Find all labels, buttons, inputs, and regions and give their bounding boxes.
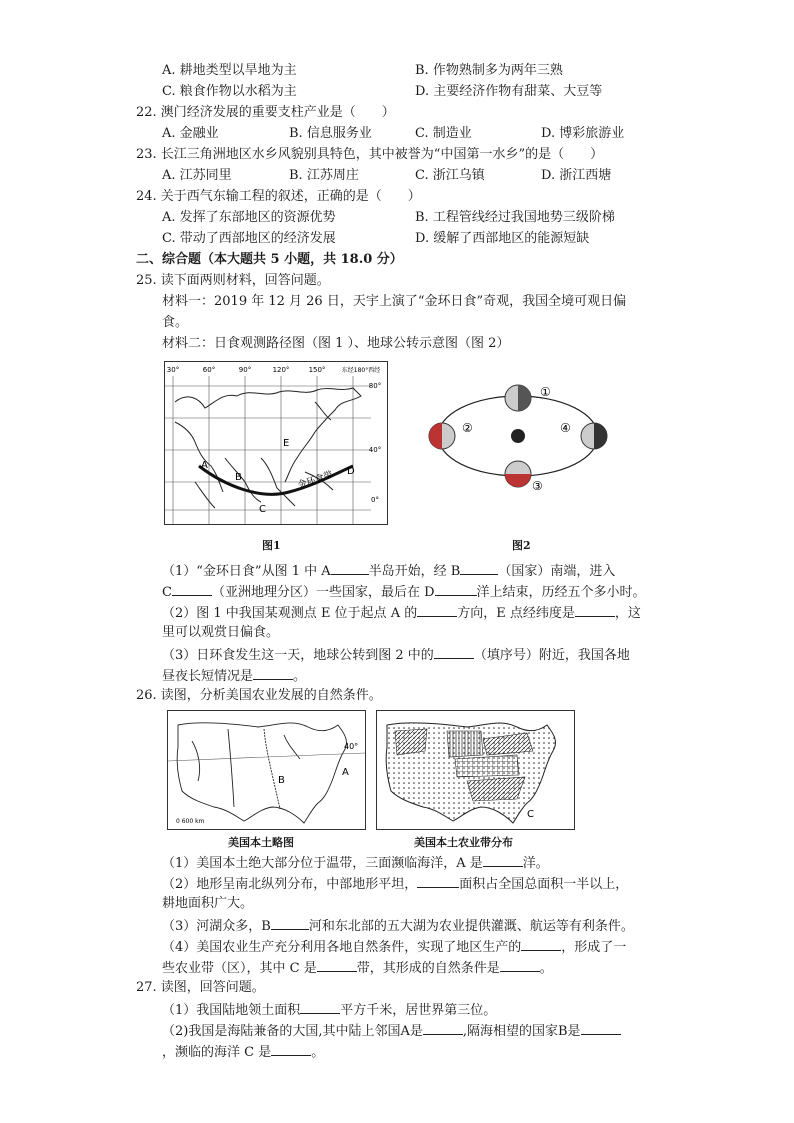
q26-sub4-text-c: 些农业带（区），其中 C 是 (162, 961, 317, 976)
q22-option-a: A. 金融业 (162, 126, 219, 141)
q25-sub2-text-b: 方向，E 点经纬度是 (457, 606, 575, 621)
earth-1-shade (518, 385, 531, 411)
q23-option-d: D. 浙江西塘 (541, 168, 612, 183)
us-lat-40-label: 40° (344, 742, 359, 751)
q25-sub2-text-a: （2）图 1 中我国某观测点 E 位于起点 A 的 (162, 606, 418, 621)
map-grid (165, 376, 371, 524)
q25-sub2-line-1 (162, 602, 641, 622)
cotton-belt (467, 777, 525, 801)
q25-blank-direction[interactable] (417, 602, 457, 617)
q26-sub4-text-d: 带，其形成的自然条件是 (356, 961, 500, 976)
q26-blank-landform[interactable] (417, 873, 459, 888)
q22-option-d: D. 博彩旅游业 (541, 126, 625, 141)
prev-option-c: C. 粮食作物以水稻为主 (162, 84, 297, 99)
us-scale-label: 0 600 km (176, 818, 205, 825)
q24-option-b: B. 工程管线经过我国地势三级阶梯 (415, 210, 615, 225)
point-d-label: D (347, 466, 355, 477)
lat-80-label: 80° (368, 382, 382, 390)
lon-30-label: 30° (166, 366, 180, 374)
q27-sub2-text-d: 。 (311, 1045, 325, 1060)
q25-sub3-text-d: 。 (293, 669, 307, 684)
q22-option-b: B. 信息服务业 (289, 126, 372, 141)
q25-sub1-text-d: C (162, 585, 172, 600)
q27-sub2-text-a: （2)我国是海陆兼备的大国,其中陆上邻国A是 (162, 1024, 423, 1039)
us-point-b-label: B (278, 775, 285, 786)
section-heading: 二、综合题（本大题共 5 小题，共 18.0 分） (136, 252, 403, 267)
lon-120-label: 120° (272, 366, 290, 374)
earth-revolution-svg (420, 374, 620, 514)
q25-material-1-line-1: 材料一：2019 年 12 月 26 日，天宇上演了“金环日食”奇观，我国全境可观日偏 (162, 294, 627, 309)
earth-4-shade (594, 423, 607, 449)
sun (511, 429, 525, 443)
q24-option-c: C. 带动了西部地区的经济发展 (162, 231, 336, 246)
earth-3-shade (505, 474, 531, 487)
q25-sub3-text-a: （3）日环食发生这一天，地球公转到图 2 中的 (162, 648, 434, 663)
position-3-label: ③ (532, 479, 543, 493)
q22-stem: 22. 澳门经济发展的重要支柱产业是（ ） (136, 105, 395, 120)
q23-option-c: C. 浙江乌镇 (415, 168, 485, 183)
q25-sub2-text-c: ，这 (614, 606, 641, 621)
q25-blank-coordinates[interactable] (575, 602, 615, 617)
q24-stem: 24. 关于西气东输工程的叙述，正确的是（ ） (136, 189, 421, 204)
q23-option-b: B. 江苏周庄 (289, 168, 359, 183)
q27-sub1 (162, 999, 496, 1019)
q25-material-2: 材料二：日食观测路径图（图 1 ）、地球公转示意图（图 2） (162, 336, 510, 351)
q26-blank-river[interactable] (271, 915, 309, 930)
us-sketch-map-caption: 美国本土略图 (228, 836, 294, 849)
prev-option-a: A. 耕地类型以旱地为主 (162, 63, 297, 78)
west-forest-area (395, 729, 427, 755)
q25-sub3-line-2 (162, 665, 306, 685)
q26-blank-belt[interactable] (317, 957, 357, 972)
point-e-label: E (283, 438, 290, 449)
figure-2-caption: 图2 (512, 539, 531, 552)
spring-wheat-belt (447, 731, 483, 757)
q24-option-a: A. 发挥了东部地区的资源优势 (162, 210, 336, 225)
q27-sub1-text-a: （1）我国陆地领土面积 (162, 1003, 301, 1018)
prev-option-b: B. 作物熟制多为两年三熟 (415, 63, 563, 78)
q26-sub3-text-a: （3）河湖众多，B (162, 919, 271, 934)
q27-sub2-line-1 (162, 1020, 621, 1040)
q26-sub4-line-2 (162, 957, 553, 977)
position-1-label: ① (540, 385, 551, 399)
q25-sub1-line-2 (162, 581, 646, 601)
us-point-a-label: A (342, 767, 349, 778)
q27-sub2-line-2 (162, 1041, 324, 1061)
q25-sub1-text-e: （亚洲地理分区）一些国家，最后在 D (211, 585, 435, 600)
q25-sub2-line-2: 里可以观赏日偏食。 (162, 625, 280, 640)
prev-option-d: D. 主要经济作物有甜菜、大豆等 (415, 84, 603, 99)
q27-sub2-text-c: ，濒临的海洋 C 是 (162, 1045, 272, 1060)
eclipse-path-map-svg (165, 362, 387, 524)
q25-sub3-line-1 (162, 644, 630, 664)
position-4-label: ④ (560, 421, 571, 435)
lon-90-label: 90° (238, 366, 252, 374)
earth-2-shade (429, 423, 442, 449)
q26-sub4-line-1 (162, 936, 626, 956)
q26-blank-specialization[interactable] (521, 936, 561, 951)
lon-60-label: 60° (202, 366, 216, 374)
us-sketch-map-svg (168, 711, 365, 829)
lat-0-label: 0° (371, 496, 379, 504)
q25-sub1-text-c: （国家）南端，进入 (498, 564, 616, 579)
q26-stem: 26. 读图，分析美国农业发展的自然条件。 (136, 688, 382, 703)
q27-blank-across-sea[interactable] (581, 1020, 621, 1035)
q26-sub1-text-b: 洋。 (522, 856, 549, 871)
q26-sub1-text-a: （1）美国本土绝大部分位于温带，三面濒临海洋，A 是 (162, 856, 483, 871)
q27-sub2-text-b: ,隔海相望的国家B是 (462, 1024, 581, 1039)
q23-option-a: A. 江苏同里 (162, 168, 232, 183)
q27-stem: 27. 读图，回答问题。 (136, 980, 265, 995)
q27-blank-area[interactable] (300, 999, 340, 1014)
q26-sub4-text-e: 。 (539, 961, 553, 976)
q26-blank-condition[interactable] (500, 957, 540, 972)
figure-1-caption: 图1 (262, 539, 281, 552)
q26-sub2-line-2: 耕地面积广大。 (162, 896, 254, 911)
q26-sub2-text-b: 面积占全国总面积一半以上， (459, 877, 629, 892)
q26-sub3-text-b: 河和东北部的五大湖为农业提供灌溉、航运等有利条件。 (308, 919, 634, 934)
us-agriculture-map-svg (377, 711, 574, 829)
point-a-label: A (201, 460, 208, 471)
q26-sub4-text-a: （4）美国农业生产充分利用各地自然条件，实现了地区生产的 (162, 940, 522, 955)
q27-blank-sea[interactable] (271, 1041, 311, 1056)
point-b-label: B (235, 472, 242, 483)
q25-sub3-text-c: 昼夜长短情况是 (162, 669, 254, 684)
us-outline (177, 723, 346, 823)
q27-sub1-text-b: 平方千米，居世界第三位。 (340, 1003, 497, 1018)
q23-stem: 23. 长江三角洲地区水乡风貌别具特色，其中被誉为“中国第一水乡”的是（ ） (136, 147, 604, 162)
q25-blank-position[interactable] (434, 644, 474, 659)
lat-40-label: 40° (368, 446, 382, 454)
q25-sub3-text-b: （填序号）附近，我国各地 (473, 648, 630, 663)
q25-material-1-line-2: 食。 (162, 315, 189, 330)
q25-blank-ocean[interactable] (435, 581, 477, 596)
q25-sub1-text-f: 洋上结束，历经五个多小时。 (476, 585, 646, 600)
earth-revolution-diagram (420, 374, 620, 514)
us-sketch-map (167, 710, 366, 830)
q26-sub2-line-1 (162, 873, 628, 893)
q25-sub1-line-1 (162, 560, 615, 580)
q26-sub4-text-b: ，形成了一 (561, 940, 627, 955)
us-agriculture-map-caption: 美国本土农业带分布 (414, 836, 513, 849)
q25-sub1-text-a: （1）“金环日食”从图 1 中 A (162, 564, 331, 579)
us-agriculture-map (376, 710, 575, 830)
eclipse-path-map (164, 361, 388, 525)
q24-option-d: D. 缓解了西部地区的能源短缺 (415, 231, 590, 246)
point-c-label: C (259, 504, 266, 515)
q26-sub2-text-a: （2）地形呈南北纵列分布，中部地形平坦， (162, 877, 418, 892)
q25-sub1-text-b: 半岛开始，经 B (368, 564, 461, 579)
lon-150-label: 150° (308, 366, 326, 374)
q25-blank-country[interactable] (460, 560, 498, 575)
position-2-label: ② (462, 421, 473, 435)
q22-option-c: C. 制造业 (415, 126, 472, 141)
agri-point-c-label: C (527, 809, 534, 820)
q26-sub3 (162, 915, 634, 935)
q25-blank-peninsula[interactable] (331, 560, 369, 575)
q26-blank-ocean[interactable] (483, 852, 523, 867)
coastlines (175, 388, 361, 508)
eclipse-path-label: 金环食带 (296, 470, 335, 491)
q25-blank-daylength[interactable] (253, 665, 293, 680)
lon-180-label: 东经180°西经 (341, 367, 381, 374)
q25-stem: 25. 读下面两则材料，回答问题。 (136, 273, 330, 288)
q26-sub1 (162, 852, 549, 872)
q25-blank-region[interactable] (172, 581, 212, 596)
corn-belt (455, 755, 519, 777)
q27-blank-neighbor[interactable] (423, 1020, 463, 1035)
